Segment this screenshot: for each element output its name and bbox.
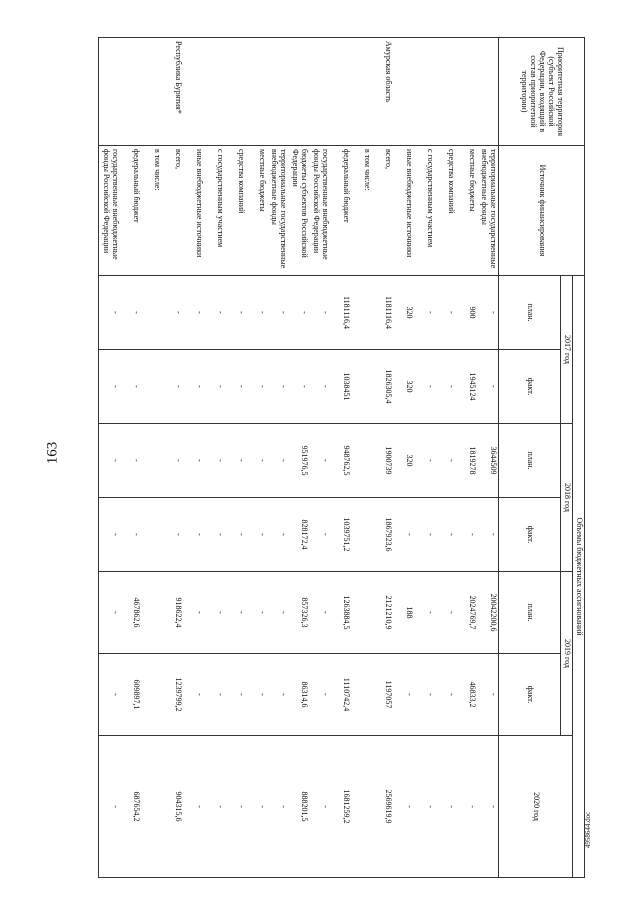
- cell-plan-2019: -: [267, 572, 288, 654]
- cell-plan-2017: -: [204, 276, 225, 350]
- cell-plan-2019: [141, 572, 162, 654]
- cell-plan-2019: -: [414, 572, 435, 654]
- cell-plan-2019: 857326,3: [288, 572, 309, 654]
- cell-2020: 888201,5: [288, 736, 309, 878]
- cell-2020: 904315,6: [162, 736, 183, 878]
- cell-fact-2017: -: [246, 350, 267, 424]
- cell-territory: [267, 38, 288, 146]
- cell-territory: [477, 38, 499, 146]
- cell-fact-2018: -: [204, 498, 225, 572]
- cell-plan-2019: -: [204, 572, 225, 654]
- cell-fact-2017: -: [435, 350, 456, 424]
- cell-fact-2017: [141, 350, 162, 424]
- cell-territory: Амурская область: [372, 38, 393, 146]
- table-row: [351, 38, 372, 878]
- cell-plan-2018: -: [120, 424, 141, 498]
- cell-plan-2018: -: [183, 424, 204, 498]
- cell-2020: -: [477, 736, 499, 878]
- cell-source: всего,: [372, 146, 393, 276]
- cell-fact-2018: 1039751,2: [330, 498, 351, 572]
- cell-source: государственные внебюджетные фонды Российской Федерации: [99, 146, 121, 276]
- cell-territory: [288, 38, 309, 146]
- cell-source: средства компаний: [435, 146, 456, 276]
- cell-plan-2018: -: [225, 424, 246, 498]
- header-year-2019: 2019 год: [561, 572, 573, 736]
- cell-fact-2018: -: [225, 498, 246, 572]
- cell-plan-2018: 948762,5: [330, 424, 351, 498]
- cell-plan-2019: [351, 572, 372, 654]
- cell-fact-2019: -: [225, 654, 246, 736]
- cell-territory: [435, 38, 456, 146]
- document-id: 4958644.doc: [584, 811, 592, 849]
- cell-plan-2017: -: [225, 276, 246, 350]
- cell-fact-2019: 1197057: [372, 654, 393, 736]
- table-row: [267, 38, 288, 878]
- cell-fact-2017: -: [414, 350, 435, 424]
- cell-fact-2018: -: [246, 498, 267, 572]
- table-row: [141, 38, 162, 878]
- cell-fact-2017: -: [309, 350, 330, 424]
- header-year-2020: 2020 год: [499, 736, 573, 878]
- table-row: [393, 38, 414, 878]
- table-row: [225, 38, 246, 878]
- cell-plan-2017: -: [183, 276, 204, 350]
- cell-plan-2018: -: [99, 424, 121, 498]
- cell-source: в том числе:: [351, 146, 372, 276]
- cell-2020: -: [309, 736, 330, 878]
- table-row: [246, 38, 267, 878]
- table-row: [477, 38, 499, 878]
- cell-plan-2018: 1900739: [372, 424, 393, 498]
- cell-fact-2017: 320: [393, 350, 414, 424]
- cell-fact-2018: -: [435, 498, 456, 572]
- cell-2020: -: [393, 736, 414, 878]
- cell-source: территориальные государственные внебюджетные фонды: [267, 146, 288, 276]
- cell-2020: 1681259,2: [330, 736, 351, 878]
- cell-source: иные внебюджетные источники: [393, 146, 414, 276]
- cell-fact-2017: -: [267, 350, 288, 424]
- cell-plan-2019: 188: [393, 572, 414, 654]
- cell-plan-2017: -: [246, 276, 267, 350]
- cell-fact-2019: -: [393, 654, 414, 736]
- cell-plan-2017: [351, 276, 372, 350]
- cell-source: федеральный бюджет: [120, 146, 141, 276]
- table-row: [288, 38, 309, 878]
- cell-fact-2017: -: [99, 350, 121, 424]
- table-row: [99, 38, 121, 878]
- cell-fact-2017: 1038451: [330, 350, 351, 424]
- cell-plan-2019: 2121210,9: [372, 572, 393, 654]
- cell-source: в том числе:: [141, 146, 162, 276]
- cell-plan-2019: 20042200,6: [477, 572, 499, 654]
- cell-fact-2018: -: [414, 498, 435, 572]
- table-row: [309, 38, 330, 878]
- cell-territory: [225, 38, 246, 146]
- cell-fact-2017: -: [120, 350, 141, 424]
- table-row: [414, 38, 435, 878]
- cell-fact-2017: -: [477, 350, 499, 424]
- cell-2020: -: [267, 736, 288, 878]
- cell-plan-2017: -: [414, 276, 435, 350]
- cell-plan-2019: -: [183, 572, 204, 654]
- cell-plan-2019: -: [435, 572, 456, 654]
- header-source: Источник финансирования: [499, 146, 585, 276]
- header-plan-2019: план.: [499, 572, 561, 654]
- header-plan-2018: план.: [499, 424, 561, 498]
- cell-fact-2017: [351, 350, 372, 424]
- cell-fact-2019: -: [414, 654, 435, 736]
- cell-fact-2019: -: [309, 654, 330, 736]
- cell-territory: [183, 38, 204, 146]
- cell-source: федеральный бюджет: [330, 146, 351, 276]
- cell-fact-2017: -: [162, 350, 183, 424]
- cell-2020: -: [414, 736, 435, 878]
- cell-fact-2019: 86314,6: [288, 654, 309, 736]
- cell-2020: -: [183, 736, 204, 878]
- cell-territory: [204, 38, 225, 146]
- table-row: [330, 38, 351, 878]
- cell-2020: 2569619,9: [372, 736, 393, 878]
- cell-2020: -: [246, 736, 267, 878]
- table-header: [499, 38, 585, 878]
- cell-fact-2018: -: [309, 498, 330, 572]
- header-fact-2019: факт.: [499, 654, 561, 736]
- cell-territory: [246, 38, 267, 146]
- table-row: [120, 38, 141, 878]
- cell-source: с государственным участием: [204, 146, 225, 276]
- cell-fact-2017: -: [183, 350, 204, 424]
- cell-plan-2017: -: [477, 276, 499, 350]
- header-volumes: Объемы бюджетных ассигнований: [573, 276, 585, 878]
- cell-plan-2017: -: [435, 276, 456, 350]
- cell-fact-2018: -: [477, 498, 499, 572]
- header-year-2018: 2018 год: [561, 424, 573, 572]
- header-fact-2018: факт.: [499, 498, 561, 572]
- cell-source: с государственным участием: [414, 146, 435, 276]
- cell-territory: [141, 38, 162, 146]
- cell-fact-2019: 609897,1: [120, 654, 141, 736]
- cell-plan-2017: -: [288, 276, 309, 350]
- cell-fact-2019: 1110742,4: [330, 654, 351, 736]
- cell-plan-2018: -: [414, 424, 435, 498]
- cell-fact-2019: -: [99, 654, 121, 736]
- cell-fact-2018: -: [162, 498, 183, 572]
- cell-plan-2018: -: [204, 424, 225, 498]
- cell-source: государственные внебюджетные фонды Российской Федерации: [309, 146, 330, 276]
- cell-plan-2019: -: [99, 572, 121, 654]
- cell-fact-2017: -: [225, 350, 246, 424]
- cell-fact-2017: 1826305,4: [372, 350, 393, 424]
- table-row: [372, 38, 393, 878]
- cell-2020: 687654,2: [120, 736, 141, 878]
- cell-plan-2017: -: [162, 276, 183, 350]
- cell-2020: -: [204, 736, 225, 878]
- cell-fact-2019: 46833,2: [456, 654, 477, 736]
- header-fact-2017: факт.: [499, 350, 561, 424]
- cell-fact-2018: -: [99, 498, 121, 572]
- cell-plan-2017: -: [267, 276, 288, 350]
- cell-territory: [120, 38, 141, 146]
- cell-2020: -: [225, 736, 246, 878]
- cell-fact-2017: -: [204, 350, 225, 424]
- cell-plan-2018: -: [162, 424, 183, 498]
- cell-fact-2019: 1239799,2: [162, 654, 183, 736]
- header-plan-2017: план.: [499, 276, 561, 350]
- cell-source: местные бюджеты: [246, 146, 267, 276]
- cell-plan-2018: -: [309, 424, 330, 498]
- cell-plan-2018: 951976,5: [288, 424, 309, 498]
- cell-fact-2018: -: [120, 498, 141, 572]
- cell-territory: [393, 38, 414, 146]
- cell-fact-2019: -: [477, 654, 499, 736]
- header-territory: Приоритетная территория (субъект Российской Федерации, входящий в состав приоритетной территории): [499, 38, 585, 146]
- cell-fact-2019: [351, 654, 372, 736]
- cell-plan-2018: 3644509: [477, 424, 499, 498]
- cell-fact-2018: -: [267, 498, 288, 572]
- cell-territory: Республика Бурятия*: [162, 38, 183, 146]
- cell-territory: [309, 38, 330, 146]
- cell-fact-2018: -: [393, 498, 414, 572]
- cell-fact-2019: -: [267, 654, 288, 736]
- cell-fact-2019: -: [204, 654, 225, 736]
- cell-plan-2019: -: [246, 572, 267, 654]
- cell-source: всего,: [162, 146, 183, 276]
- header-year-2017: 2017 год: [561, 276, 573, 424]
- table-row: [162, 38, 183, 878]
- cell-plan-2018: -: [267, 424, 288, 498]
- cell-2020: -: [435, 736, 456, 878]
- cell-territory: [330, 38, 351, 146]
- cell-plan-2019: 2024769,7: [456, 572, 477, 654]
- cell-plan-2018: [141, 424, 162, 498]
- cell-plan-2017: 900: [456, 276, 477, 350]
- cell-plan-2017: 320: [393, 276, 414, 350]
- cell-plan-2018: -: [435, 424, 456, 498]
- cell-fact-2018: 828172,4: [288, 498, 309, 572]
- cell-plan-2019: -: [309, 572, 330, 654]
- cell-2020: -: [99, 736, 121, 878]
- table-row: [456, 38, 477, 878]
- cell-plan-2018: 1819278: [456, 424, 477, 498]
- cell-plan-2017: -: [99, 276, 121, 350]
- cell-territory: [351, 38, 372, 146]
- cell-2020: [141, 736, 162, 878]
- cell-plan-2017: -: [309, 276, 330, 350]
- page-number: 163: [44, 441, 61, 465]
- cell-source: средства компаний: [225, 146, 246, 276]
- cell-2020: [351, 736, 372, 878]
- cell-source: местные бюджеты: [456, 146, 477, 276]
- cell-plan-2018: -: [246, 424, 267, 498]
- cell-territory: [414, 38, 435, 146]
- cell-plan-2019: -: [225, 572, 246, 654]
- cell-plan-2017: 1181116,4: [330, 276, 351, 350]
- cell-fact-2019: -: [183, 654, 204, 736]
- cell-plan-2019: 918622,4: [162, 572, 183, 654]
- cell-fact-2018: [141, 498, 162, 572]
- cell-plan-2017: 1181116,4: [372, 276, 393, 350]
- cell-2020: -: [456, 736, 477, 878]
- cell-fact-2017: -: [288, 350, 309, 424]
- table-row: [183, 38, 204, 878]
- rotated-table-container: [75, 37, 585, 877]
- cell-fact-2018: [351, 498, 372, 572]
- cell-source: иные внебюджетные источники: [183, 146, 204, 276]
- cell-plan-2017: -: [120, 276, 141, 350]
- cell-fact-2019: -: [435, 654, 456, 736]
- cell-fact-2018: -: [183, 498, 204, 572]
- cell-fact-2017: 1945124: [456, 350, 477, 424]
- cell-plan-2019: 467862,6: [120, 572, 141, 654]
- cell-territory: [456, 38, 477, 146]
- table-row: [435, 38, 456, 878]
- cell-fact-2018: 1867923,6: [372, 498, 393, 572]
- table-body: [99, 38, 499, 878]
- cell-fact-2018: -: [456, 498, 477, 572]
- table-row: [204, 38, 225, 878]
- cell-plan-2018: 320: [393, 424, 414, 498]
- budget-allocations-table: [98, 37, 585, 878]
- cell-fact-2019: -: [246, 654, 267, 736]
- cell-territory: [99, 38, 121, 146]
- cell-source: территориальные государственные внебюджетные фонды: [477, 146, 499, 276]
- cell-plan-2019: 1263884,5: [330, 572, 351, 654]
- cell-plan-2018: [351, 424, 372, 498]
- cell-fact-2019: [141, 654, 162, 736]
- cell-source: бюджеты субъектов Российской Федерации: [288, 146, 309, 276]
- cell-plan-2017: [141, 276, 162, 350]
